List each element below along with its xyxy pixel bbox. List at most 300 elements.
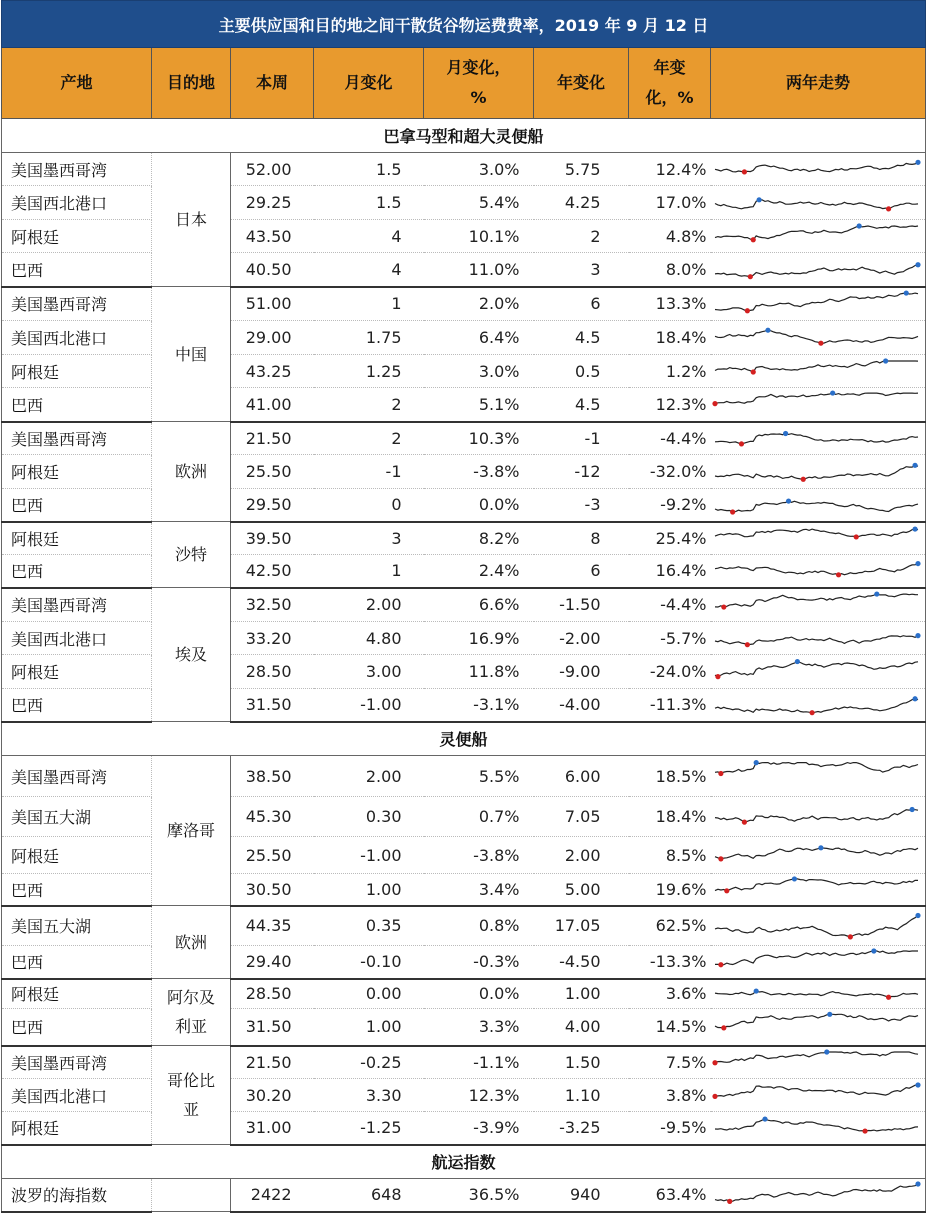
sparkline-low-marker: [847, 934, 852, 939]
trend-sparkline: [711, 388, 926, 422]
sparkline-line: [715, 1184, 918, 1201]
sparkline-line: [715, 699, 918, 713]
this-week-cell: 29.25: [231, 186, 314, 220]
year-change-pct-cell: -4.4%: [629, 422, 711, 455]
this-week-cell: 32.50: [231, 588, 314, 622]
sparkline-chart: [711, 798, 924, 836]
this-week-cell: 51.00: [231, 287, 314, 321]
year-change-pct-cell: -24.0%: [629, 655, 711, 689]
year-change-pct-cell: 8.5%: [629, 837, 711, 874]
this-week-cell: 29.40: [231, 946, 314, 979]
trend-sparkline: [711, 1079, 926, 1112]
month-change-pct-cell: 10.1%: [424, 220, 534, 253]
origin-cell: 美国西北港口: [2, 622, 152, 655]
trend-sparkline: [711, 979, 926, 1009]
month-change-cell: -0.10: [314, 946, 424, 979]
sparkline-low-marker: [818, 340, 823, 345]
sparkline-line: [715, 501, 918, 512]
month-change-pct-cell: -0.3%: [424, 946, 534, 979]
year-change-cell: -12: [534, 455, 629, 489]
sparkline-high-marker: [791, 877, 796, 882]
month-change-cell: 2: [314, 388, 424, 422]
trend-sparkline: [711, 186, 926, 220]
trend-sparkline: [711, 321, 926, 355]
year-change-pct-cell: 1.2%: [629, 355, 711, 388]
month-change-pct-cell: -3.9%: [424, 1112, 534, 1145]
sparkline-chart: [711, 456, 924, 488]
month-change-cell: 4: [314, 220, 424, 253]
table-row: [2, 588, 926, 622]
sparkline-line: [715, 762, 918, 773]
this-week-cell: 31.50: [231, 689, 314, 722]
sparkline-high-marker: [762, 1117, 767, 1122]
sparkline-line: [715, 393, 918, 404]
trend-sparkline: [711, 287, 926, 321]
table-row: [2, 1009, 926, 1046]
year-change-pct-cell: -13.3%: [629, 946, 711, 979]
month-change-pct-cell: 11.0%: [424, 253, 534, 287]
sparkline-high-marker: [783, 431, 788, 436]
sparkline-high-marker: [756, 197, 761, 202]
year-change-pct-cell: 19.6%: [629, 874, 711, 906]
header-this-week: 本周: [231, 48, 314, 119]
sparkline-low-marker: [718, 770, 723, 775]
sparkline-low-marker: [885, 206, 890, 211]
destination-cell: 中国: [152, 287, 231, 422]
destination-cell: 日本: [152, 153, 231, 287]
sparkline-low-marker: [809, 710, 814, 715]
year-change-cell: -3: [534, 489, 629, 522]
month-change-pct-cell: 5.1%: [424, 388, 534, 422]
table-row: [2, 979, 926, 1009]
year-change-cell: -1.50: [534, 588, 629, 622]
year-change-cell: -4.50: [534, 946, 629, 979]
table-row: [2, 1079, 926, 1112]
year-change-cell: 6: [534, 287, 629, 321]
origin-cell: 巴西: [2, 388, 152, 422]
trend-sparkline: [711, 1046, 926, 1079]
month-change-cell: 1.25: [314, 355, 424, 388]
section-title: 航运指数: [2, 1145, 926, 1179]
year-change-pct-cell: 16.4%: [629, 555, 711, 588]
sparkline-line: [715, 293, 918, 311]
sparkline-high-marker: [903, 290, 908, 295]
this-week-cell: 40.50: [231, 253, 314, 287]
month-change-cell: 1: [314, 555, 424, 588]
sparkline-chart: [711, 1009, 924, 1044]
year-change-pct-cell: -9.5%: [629, 1112, 711, 1145]
month-change-cell: 4: [314, 253, 424, 287]
sparkline-line: [715, 1015, 918, 1029]
origin-cell: 阿根廷: [2, 1112, 152, 1145]
year-change-pct-cell: 3.8%: [629, 1079, 711, 1112]
this-week-cell: 25.50: [231, 455, 314, 489]
section-header: [2, 119, 926, 153]
sparkline-chart: [711, 907, 924, 945]
table-row: [2, 874, 926, 906]
this-week-cell: 31.00: [231, 1112, 314, 1145]
sparkline-low-marker: [727, 1199, 732, 1204]
sparkline-low-marker: [744, 308, 749, 313]
month-change-cell: -1.00: [314, 837, 424, 874]
table-row: [2, 153, 926, 186]
origin-cell: 阿根廷: [2, 220, 152, 253]
sparkline-line: [715, 529, 918, 537]
trend-sparkline: [711, 1179, 926, 1212]
this-week-cell: 30.50: [231, 874, 314, 906]
trend-sparkline: [711, 1009, 926, 1046]
year-change-pct-cell: 14.5%: [629, 1009, 711, 1046]
month-change-cell: 648: [314, 1179, 424, 1212]
header-origin: 产地: [2, 48, 152, 119]
year-change-pct-cell: 18.5%: [629, 756, 711, 797]
sparkline-high-marker: [856, 223, 861, 228]
year-change-cell: -4.00: [534, 689, 629, 722]
header-year-change: 年变化: [534, 48, 629, 119]
sparkline-chart: [711, 1112, 924, 1143]
destination-cell: 哥伦比亚: [152, 1046, 231, 1145]
table-row: [2, 1046, 926, 1079]
month-change-pct-cell: 8.2%: [424, 522, 534, 555]
table-title: 主要供应国和目的地之间干散货谷物运费费率，2019 年 9 月 12 日: [2, 1, 926, 48]
year-change-pct-cell: -32.0%: [629, 455, 711, 489]
month-change-pct-cell: 11.8%: [424, 655, 534, 689]
month-change-cell: 3.00: [314, 655, 424, 689]
this-week-cell: 52.00: [231, 153, 314, 186]
month-change-cell: -1.00: [314, 689, 424, 722]
trend-sparkline: [711, 489, 926, 522]
year-change-cell: 2.00: [534, 837, 629, 874]
header-row: [2, 48, 926, 119]
trend-sparkline: [711, 588, 926, 622]
trend-sparkline: [711, 874, 926, 906]
year-change-cell: 6: [534, 555, 629, 588]
month-change-cell: 2.00: [314, 588, 424, 622]
month-change-pct-cell: -3.8%: [424, 837, 534, 874]
sparkline-chart: [711, 946, 924, 977]
table-row: [2, 756, 926, 797]
section-title: 灵便船: [2, 722, 926, 756]
this-week-cell: 44.35: [231, 906, 314, 946]
this-week-cell: 2422: [231, 1179, 314, 1212]
month-change-pct-cell: 3.0%: [424, 153, 534, 186]
sparkline-line: [715, 330, 918, 343]
sparkline-low-marker: [721, 1026, 726, 1031]
year-change-pct-cell: 3.6%: [629, 979, 711, 1009]
sparkline-line: [715, 1085, 918, 1096]
sparkline-chart: [711, 1179, 924, 1210]
sparkline-low-marker: [750, 237, 755, 242]
month-change-pct-cell: 0.7%: [424, 797, 534, 837]
sparkline-chart: [711, 388, 924, 420]
sparkline-high-marker: [912, 696, 917, 701]
header-year-change-pct: 年变化，%: [629, 48, 711, 119]
month-change-pct-cell: 6.4%: [424, 321, 534, 355]
sparkline-line: [715, 847, 918, 858]
year-change-pct-cell: 25.4%: [629, 522, 711, 555]
year-change-cell: 4.00: [534, 1009, 629, 1046]
table-row: [2, 186, 926, 220]
origin-cell: 阿根廷: [2, 979, 152, 1009]
this-week-cell: 39.50: [231, 522, 314, 555]
sparkline-chart: [711, 423, 924, 454]
sparkline-line: [715, 1052, 918, 1063]
origin-cell: 巴西: [2, 253, 152, 287]
sparkline-high-marker: [915, 262, 920, 267]
trend-sparkline: [711, 797, 926, 837]
trend-sparkline: [711, 455, 926, 489]
month-change-pct-cell: -3.8%: [424, 455, 534, 489]
sparkline-line: [715, 951, 918, 965]
sparkline-line: [715, 564, 918, 575]
year-change-cell: 0.5: [534, 355, 629, 388]
year-change-pct-cell: 8.0%: [629, 253, 711, 287]
trend-sparkline: [711, 906, 926, 946]
month-change-cell: 1.75: [314, 321, 424, 355]
origin-cell: 阿根廷: [2, 455, 152, 489]
trend-sparkline: [711, 946, 926, 979]
sparkline-high-marker: [818, 845, 823, 850]
table-row: [2, 837, 926, 874]
month-change-cell: -1: [314, 455, 424, 489]
sparkline-low-marker: [750, 369, 755, 374]
sparkline-high-marker: [912, 526, 917, 531]
year-change-pct-cell: 62.5%: [629, 906, 711, 946]
month-change-cell: 3: [314, 522, 424, 555]
month-change-cell: 4.80: [314, 622, 424, 655]
table-row: [2, 689, 926, 722]
this-week-cell: 29.00: [231, 321, 314, 355]
sparkline-low-marker: [712, 1093, 717, 1098]
sparkline-low-marker: [885, 994, 890, 999]
year-change-cell: 940: [534, 1179, 629, 1212]
header-destination: 目的地: [152, 48, 231, 119]
origin-cell: 美国五大湖: [2, 797, 152, 837]
sparkline-line: [715, 915, 918, 936]
table-row: [2, 555, 926, 588]
month-change-pct-cell: 5.5%: [424, 756, 534, 797]
this-week-cell: 41.00: [231, 388, 314, 422]
year-change-cell: 1.50: [534, 1046, 629, 1079]
sparkline-chart: [711, 555, 924, 586]
sparkline-chart: [711, 489, 924, 520]
origin-cell: 巴西: [2, 874, 152, 906]
sparkline-chart: [711, 838, 924, 873]
this-week-cell: 43.25: [231, 355, 314, 388]
month-change-pct-cell: 0.0%: [424, 979, 534, 1009]
year-change-pct-cell: -11.3%: [629, 689, 711, 722]
table-row: [2, 1179, 926, 1212]
month-change-pct-cell: 3.3%: [424, 1009, 534, 1046]
sparkline-chart: [711, 1047, 924, 1078]
this-week-cell: 31.50: [231, 1009, 314, 1046]
year-change-cell: -3.25: [534, 1112, 629, 1145]
table-row: [2, 1112, 926, 1145]
sparkline-chart: [711, 288, 924, 320]
origin-cell: 美国墨西哥湾: [2, 1046, 152, 1079]
year-change-pct-cell: 18.4%: [629, 321, 711, 355]
sparkline-low-marker: [724, 888, 729, 893]
trend-sparkline: [711, 689, 926, 722]
month-change-cell: 2: [314, 422, 424, 455]
sparkline-line: [715, 1119, 918, 1131]
destination-cell: [152, 1179, 231, 1212]
month-change-cell: 0.35: [314, 906, 424, 946]
table-row: [2, 388, 926, 422]
sparkline-line: [715, 433, 918, 443]
sparkline-low-marker: [718, 962, 723, 967]
month-change-pct-cell: 12.3%: [424, 1079, 534, 1112]
sparkline-line: [715, 879, 918, 891]
year-change-cell: 6.00: [534, 756, 629, 797]
sparkline-low-marker: [721, 604, 726, 609]
this-week-cell: 28.50: [231, 979, 314, 1009]
sparkline-chart: [711, 154, 924, 185]
freight-rate-table: [1, 0, 926, 1213]
origin-cell: 巴西: [2, 489, 152, 522]
year-change-cell: 4.5: [534, 388, 629, 422]
this-week-cell: 21.50: [231, 1046, 314, 1079]
sparkline-high-marker: [912, 462, 917, 467]
month-change-cell: 1.5: [314, 153, 424, 186]
table-row: [2, 906, 926, 946]
this-week-cell: 33.20: [231, 622, 314, 655]
sparkline-chart: [711, 623, 924, 654]
table-row: [2, 622, 926, 655]
sparkline-low-marker: [744, 642, 749, 647]
origin-cell: 阿根廷: [2, 655, 152, 689]
month-change-cell: 1.00: [314, 874, 424, 906]
month-change-pct-cell: 0.8%: [424, 906, 534, 946]
sparkline-low-marker: [718, 856, 723, 861]
origin-cell: 阿根廷: [2, 837, 152, 874]
sparkline-chart: [711, 874, 924, 904]
year-change-cell: 5.75: [534, 153, 629, 186]
destination-cell: 摩洛哥: [152, 756, 231, 906]
sparkline-high-marker: [909, 806, 914, 811]
trend-sparkline: [711, 522, 926, 555]
this-week-cell: 28.50: [231, 655, 314, 689]
year-change-cell: 2: [534, 220, 629, 253]
this-week-cell: 43.50: [231, 220, 314, 253]
this-week-cell: 30.20: [231, 1079, 314, 1112]
header-month-change-pct: 月变化，%: [424, 48, 534, 119]
year-change-pct-cell: 17.0%: [629, 186, 711, 220]
month-change-pct-cell: 10.3%: [424, 422, 534, 455]
sparkline-high-marker: [785, 499, 790, 504]
table-row: [2, 455, 926, 489]
this-week-cell: 21.50: [231, 422, 314, 455]
sparkline-chart: [711, 689, 924, 720]
month-change-pct-cell: 6.6%: [424, 588, 534, 622]
origin-cell: 巴西: [2, 946, 152, 979]
table-row: [2, 220, 926, 253]
month-change-cell: 1.5: [314, 186, 424, 220]
table-row: [2, 489, 926, 522]
sparkline-chart: [711, 1080, 924, 1111]
destination-cell: 阿尔及利亚: [152, 979, 231, 1046]
sparkline-low-marker: [800, 476, 805, 481]
month-change-cell: 1: [314, 287, 424, 321]
sparkline-chart: [711, 253, 924, 285]
trend-sparkline: [711, 422, 926, 455]
sparkline-high-marker: [824, 1049, 829, 1054]
section-header: [2, 722, 926, 756]
sparkline-chart: [711, 187, 924, 219]
sparkline-chart: [711, 656, 924, 688]
origin-cell: 美国西北港口: [2, 321, 152, 355]
sparkline-high-marker: [915, 159, 920, 164]
trend-sparkline: [711, 220, 926, 253]
sparkline-high-marker: [794, 658, 799, 663]
month-change-pct-cell: 5.4%: [424, 186, 534, 220]
sparkline-high-marker: [765, 327, 770, 332]
origin-cell: 美国墨西哥湾: [2, 756, 152, 797]
sparkline-line: [715, 465, 918, 479]
table-row: [2, 287, 926, 321]
trend-sparkline: [711, 622, 926, 655]
trend-sparkline: [711, 837, 926, 874]
section-title: 巴拿马型和超大灵便船: [2, 119, 926, 153]
year-change-cell: 3: [534, 253, 629, 287]
sparkline-high-marker: [827, 1012, 832, 1017]
month-change-cell: 0: [314, 489, 424, 522]
sparkline-low-marker: [741, 819, 746, 824]
this-week-cell: 38.50: [231, 756, 314, 797]
month-change-pct-cell: 36.5%: [424, 1179, 534, 1212]
month-change-cell: -0.25: [314, 1046, 424, 1079]
origin-cell: 美国墨西哥湾: [2, 422, 152, 455]
year-change-cell: 5.00: [534, 874, 629, 906]
table-row: [2, 522, 926, 555]
sparkline-high-marker: [915, 1182, 920, 1187]
sparkline-low-marker: [747, 274, 752, 279]
sparkline-line: [715, 265, 918, 277]
year-change-cell: 8: [534, 522, 629, 555]
origin-cell: 美国西北港口: [2, 1079, 152, 1112]
sparkline-high-marker: [871, 949, 876, 954]
year-change-pct-cell: -9.2%: [629, 489, 711, 522]
sparkline-high-marker: [753, 760, 758, 765]
month-change-pct-cell: 3.0%: [424, 355, 534, 388]
this-week-cell: 45.30: [231, 797, 314, 837]
month-change-pct-cell: 3.4%: [424, 874, 534, 906]
month-change-cell: 0.30: [314, 797, 424, 837]
sparkline-chart: [711, 221, 924, 252]
destination-cell: 埃及: [152, 588, 231, 722]
month-change-pct-cell: -3.1%: [424, 689, 534, 722]
year-change-pct-cell: 13.3%: [629, 287, 711, 321]
trend-sparkline: [711, 253, 926, 287]
sparkline-chart: [711, 322, 924, 354]
origin-cell: 美国墨西哥湾: [2, 287, 152, 321]
table-row: [2, 253, 926, 287]
year-change-pct-cell: 18.4%: [629, 797, 711, 837]
trend-sparkline: [711, 655, 926, 689]
year-change-pct-cell: -4.4%: [629, 588, 711, 622]
sparkline-low-marker: [730, 510, 735, 515]
origin-cell: 美国墨西哥湾: [2, 588, 152, 622]
sparkline-high-marker: [874, 591, 879, 596]
origin-cell: 美国五大湖: [2, 906, 152, 946]
sparkline-high-marker: [915, 1082, 920, 1087]
sparkline-chart: [711, 356, 924, 387]
year-change-pct-cell: 12.3%: [629, 388, 711, 422]
sparkline-line: [715, 594, 918, 607]
year-change-pct-cell: -5.7%: [629, 622, 711, 655]
month-change-cell: -1.25: [314, 1112, 424, 1145]
year-change-cell: 4.5: [534, 321, 629, 355]
